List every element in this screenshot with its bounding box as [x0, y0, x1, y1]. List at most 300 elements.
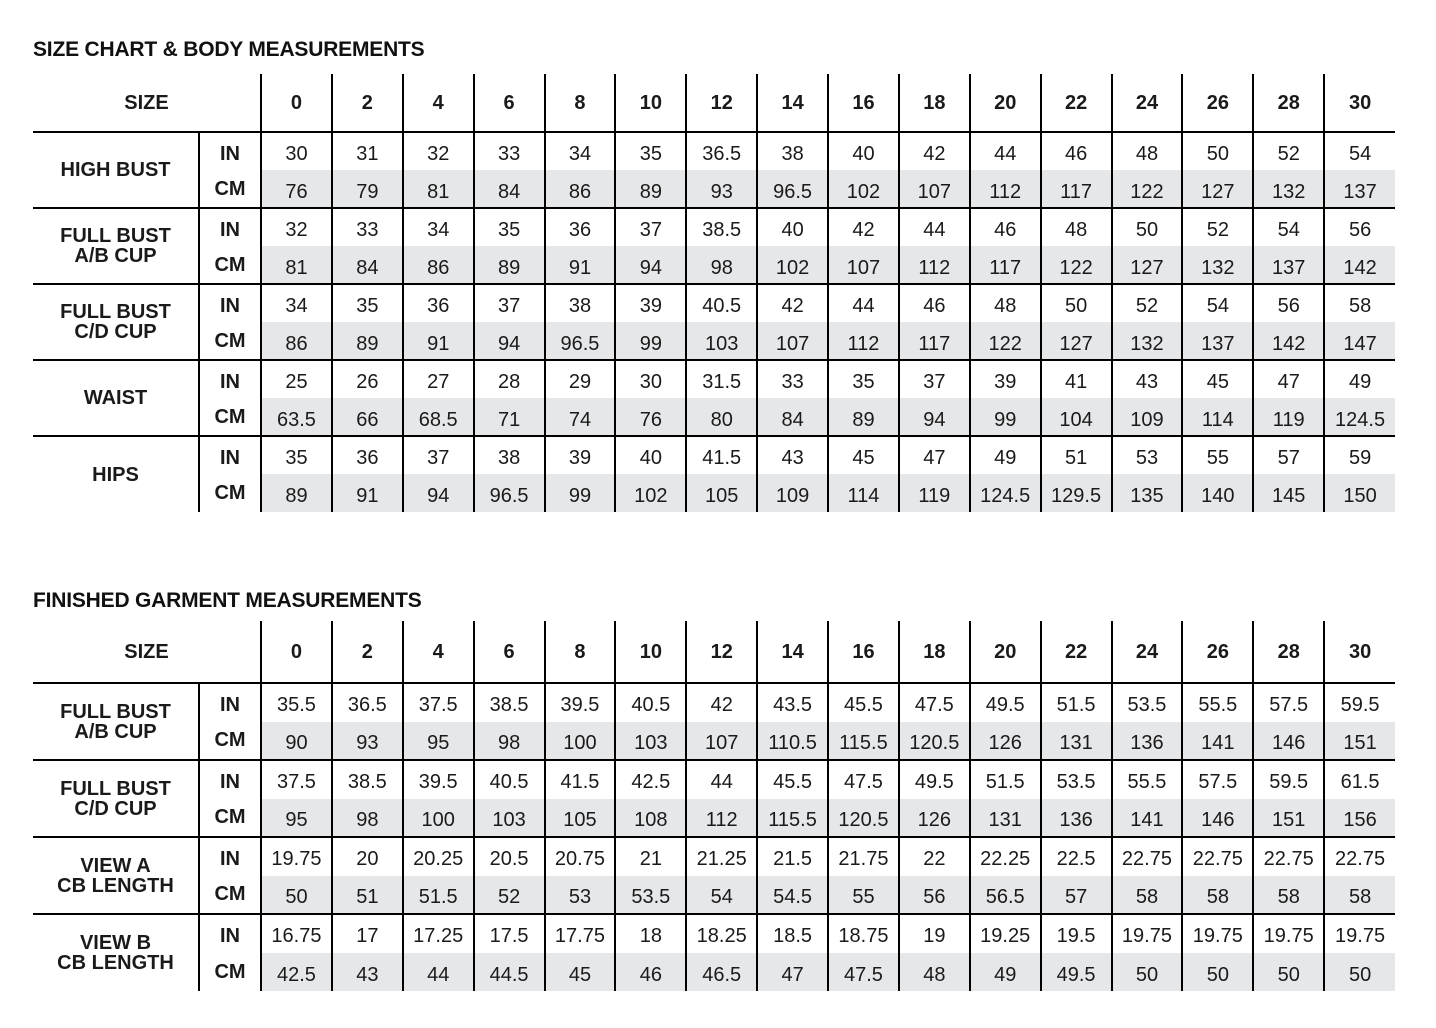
measurement-value: 44	[686, 760, 757, 799]
size-column-label: SIZE	[33, 621, 261, 683]
measurement-value: 112	[686, 799, 757, 838]
measurement-value: 94	[615, 246, 686, 284]
unit-label: CM	[199, 246, 261, 284]
measurement-value: 35	[828, 360, 899, 398]
measurement-value: 91	[545, 246, 616, 284]
measurement-value: 131	[1041, 722, 1112, 761]
measurement-value: 91	[332, 474, 403, 512]
measurement-value: 20	[332, 837, 403, 876]
measurement-value: 84	[332, 246, 403, 284]
measurement-value: 126	[970, 722, 1041, 761]
measurement-value: 140	[1182, 474, 1253, 512]
measurement-value: 39	[545, 436, 616, 474]
measurement-value: 68.5	[403, 398, 474, 436]
measurement-value: 40	[615, 436, 686, 474]
measurement-value: 46	[1041, 132, 1112, 170]
measurement-value: 94	[474, 322, 545, 360]
unit-label: CM	[199, 799, 261, 838]
measurement-value: 51	[332, 876, 403, 915]
measurement-value: 150	[1324, 474, 1395, 512]
measurement-value: 102	[828, 170, 899, 208]
measurement-value: 71	[474, 398, 545, 436]
measurement-value: 80	[686, 398, 757, 436]
measurement-value: 47.5	[828, 760, 899, 799]
measurement-value: 122	[970, 322, 1041, 360]
measurement-value: 50	[1182, 953, 1253, 992]
measurement-value: 46	[615, 953, 686, 992]
measurement-value: 42	[828, 208, 899, 246]
measurement-value: 38	[545, 284, 616, 322]
measurement-row-cm	[33, 953, 1395, 992]
measurement-value: 89	[474, 246, 545, 284]
measurement-value: 50	[1112, 208, 1183, 246]
measurement-row-cm	[33, 799, 1395, 838]
measurement-value: 132	[1182, 246, 1253, 284]
measurement-value: 17	[332, 914, 403, 953]
measurement-value: 18	[615, 914, 686, 953]
measurement-value: 30	[615, 360, 686, 398]
measurement-value: 35	[615, 132, 686, 170]
measurement-value: 81	[261, 246, 332, 284]
measurement-value: 50	[1253, 953, 1324, 992]
measurement-value: 103	[474, 799, 545, 838]
measurement-value: 43.5	[757, 683, 828, 722]
unit-label: IN	[199, 360, 261, 398]
measurement-value: 137	[1182, 322, 1253, 360]
measurement-value: 50	[1324, 953, 1395, 992]
measurement-row-in	[33, 760, 1395, 799]
measurement-value: 37	[403, 436, 474, 474]
measurement-value: 18.25	[686, 914, 757, 953]
measurement-value: 115.5	[757, 799, 828, 838]
measurement-value: 53.5	[1041, 760, 1112, 799]
measurement-value: 49	[970, 953, 1041, 992]
measurement-value: 126	[899, 799, 970, 838]
measurement-value: 39	[970, 360, 1041, 398]
measurement-row-in	[33, 683, 1395, 722]
measurement-value: 98	[474, 722, 545, 761]
size-header-cell: 14	[757, 621, 828, 683]
measurement-value: 94	[403, 474, 474, 512]
measurement-value: 59	[1324, 436, 1395, 474]
measurement-value: 47	[757, 953, 828, 992]
measurement-value: 89	[615, 170, 686, 208]
measurement-value: 151	[1253, 799, 1324, 838]
measurement-value: 117	[899, 322, 970, 360]
measurement-label: FULL BUST C/D CUP	[33, 760, 199, 837]
size-header-cell: 28	[1253, 621, 1324, 683]
measurement-value: 28	[474, 360, 545, 398]
measurement-value: 100	[545, 722, 616, 761]
measurement-value: 32	[403, 132, 474, 170]
measurement-value: 51.5	[1041, 683, 1112, 722]
measurement-value: 56	[1253, 284, 1324, 322]
size-header-cell: 4	[403, 621, 474, 683]
measurement-label: FULL BUST C/D CUP	[33, 284, 199, 360]
size-header-cell: 16	[828, 621, 899, 683]
measurement-value: 21.5	[757, 837, 828, 876]
measurement-value: 74	[545, 398, 616, 436]
unit-label: CM	[199, 953, 261, 992]
measurement-value: 45.5	[757, 760, 828, 799]
measurement-value: 40	[828, 132, 899, 170]
measurement-value: 45	[828, 436, 899, 474]
measurement-value: 86	[545, 170, 616, 208]
measurement-value: 61.5	[1324, 760, 1395, 799]
measurement-label: HIGH BUST	[33, 132, 199, 208]
measurement-value: 99	[970, 398, 1041, 436]
measurement-row-in	[33, 914, 1395, 953]
size-header-cell: 20	[970, 74, 1041, 132]
measurement-value: 103	[615, 722, 686, 761]
measurement-value: 55	[828, 876, 899, 915]
measurement-value: 114	[828, 474, 899, 512]
measurement-value: 119	[899, 474, 970, 512]
measurement-value: 19.75	[1112, 914, 1183, 953]
measurement-value: 55.5	[1112, 760, 1183, 799]
measurement-value: 132	[1253, 170, 1324, 208]
measurement-row-in	[33, 208, 1395, 246]
unit-label: CM	[199, 170, 261, 208]
measurement-value: 105	[545, 799, 616, 838]
measurement-value: 20.5	[474, 837, 545, 876]
measurement-value: 48	[970, 284, 1041, 322]
measurement-value: 33	[474, 132, 545, 170]
measurement-row-cm	[33, 246, 1395, 284]
measurement-value: 51	[1041, 436, 1112, 474]
measurement-value: 41.5	[686, 436, 757, 474]
measurement-value: 142	[1324, 246, 1395, 284]
measurement-value: 38.5	[686, 208, 757, 246]
measurement-value: 127	[1041, 322, 1112, 360]
size-header-cell: 12	[686, 74, 757, 132]
measurement-value: 96.5	[757, 170, 828, 208]
measurement-row-in	[33, 837, 1395, 876]
unit-label: CM	[199, 474, 261, 512]
measurement-value: 135	[1112, 474, 1183, 512]
measurement-value: 122	[1112, 170, 1183, 208]
measurement-value: 42.5	[261, 953, 332, 992]
measurement-value: 93	[686, 170, 757, 208]
measurement-value: 124.5	[970, 474, 1041, 512]
measurement-value: 51.5	[970, 760, 1041, 799]
measurement-value: 22.75	[1182, 837, 1253, 876]
measurement-value: 25	[261, 360, 332, 398]
measurement-value: 42	[686, 683, 757, 722]
measurement-value: 53.5	[1112, 683, 1183, 722]
measurement-value: 151	[1324, 722, 1395, 761]
measurement-value: 40	[757, 208, 828, 246]
measurement-value: 19.5	[1041, 914, 1112, 953]
measurement-value: 38.5	[474, 683, 545, 722]
measurement-value: 112	[899, 246, 970, 284]
measurement-value: 19.25	[970, 914, 1041, 953]
size-header-row	[33, 621, 1395, 683]
measurement-value: 42	[757, 284, 828, 322]
measurement-value: 34	[403, 208, 474, 246]
measurement-value: 53	[545, 876, 616, 915]
measurement-value: 137	[1324, 170, 1395, 208]
measurement-value: 48	[1041, 208, 1112, 246]
measurement-value: 59.5	[1324, 683, 1395, 722]
measurement-value: 107	[686, 722, 757, 761]
size-header-cell: 0	[261, 621, 332, 683]
measurement-value: 53	[1112, 436, 1183, 474]
measurement-value: 19.75	[1253, 914, 1324, 953]
measurement-value: 76	[615, 398, 686, 436]
measurement-value: 46.5	[686, 953, 757, 992]
measurement-value: 136	[1041, 799, 1112, 838]
measurement-value: 63.5	[261, 398, 332, 436]
measurement-value: 19.75	[1324, 914, 1395, 953]
measurement-value: 43	[1112, 360, 1183, 398]
measurement-value: 39.5	[403, 760, 474, 799]
measurement-row-cm	[33, 876, 1395, 915]
measurement-value: 19.75	[1182, 914, 1253, 953]
size-header-cell: 22	[1041, 621, 1112, 683]
measurement-value: 36	[332, 436, 403, 474]
size-header-cell: 10	[615, 621, 686, 683]
measurement-value: 39	[615, 284, 686, 322]
size-header-cell: 0	[261, 74, 332, 132]
measurement-value: 21.75	[828, 837, 899, 876]
measurement-value: 99	[545, 474, 616, 512]
measurement-value: 98	[332, 799, 403, 838]
measurement-value: 96.5	[545, 322, 616, 360]
measurement-value: 58	[1253, 876, 1324, 915]
size-header-cell: 8	[545, 74, 616, 132]
size-header-cell: 24	[1112, 621, 1183, 683]
measurement-value: 46	[970, 208, 1041, 246]
size-header-cell: 20	[970, 621, 1041, 683]
measurement-value: 48	[1112, 132, 1183, 170]
measurement-label: FULL BUST A/B CUP	[33, 683, 199, 760]
measurement-value: 79	[332, 170, 403, 208]
measurement-value: 58	[1182, 876, 1253, 915]
unit-label: CM	[199, 398, 261, 436]
measurement-value: 112	[828, 322, 899, 360]
measurement-row-cm	[33, 474, 1395, 512]
size-header-cell: 28	[1253, 74, 1324, 132]
measurement-value: 95	[403, 722, 474, 761]
measurement-value: 147	[1324, 322, 1395, 360]
measurement-value: 124.5	[1324, 398, 1395, 436]
measurement-value: 21.25	[686, 837, 757, 876]
unit-label: CM	[199, 876, 261, 915]
measurement-value: 49	[970, 436, 1041, 474]
measurement-value: 108	[615, 799, 686, 838]
measurement-value: 22.75	[1324, 837, 1395, 876]
measurement-value: 56.5	[970, 876, 1041, 915]
measurement-row-cm	[33, 322, 1395, 360]
measurement-value: 107	[899, 170, 970, 208]
measurement-value: 50	[1112, 953, 1183, 992]
measurement-value: 36	[403, 284, 474, 322]
measurement-value: 36.5	[686, 132, 757, 170]
measurement-value: 48	[899, 953, 970, 992]
size-header-cell: 8	[545, 621, 616, 683]
measurement-value: 35	[332, 284, 403, 322]
measurement-value: 141	[1182, 722, 1253, 761]
size-header-cell: 12	[686, 621, 757, 683]
unit-label: IN	[199, 837, 261, 876]
measurement-value: 33	[332, 208, 403, 246]
unit-label: CM	[199, 722, 261, 761]
measurement-value: 20.25	[403, 837, 474, 876]
measurement-label: VIEW B CB LENGTH	[57, 932, 174, 974]
measurement-value: 94	[899, 398, 970, 436]
measurement-value: 57.5	[1253, 683, 1324, 722]
measurement-value: 56	[1324, 208, 1395, 246]
size-header-cell: 26	[1182, 74, 1253, 132]
measurement-value: 18.75	[828, 914, 899, 953]
measurement-value: 27	[403, 360, 474, 398]
measurement-value: 35	[261, 436, 332, 474]
measurement-value: 81	[403, 170, 474, 208]
measurement-value: 38	[474, 436, 545, 474]
measurement-value: 117	[1041, 170, 1112, 208]
measurement-value: 114	[1182, 398, 1253, 436]
size-header-cell: 24	[1112, 74, 1183, 132]
measurement-value: 54	[1182, 284, 1253, 322]
measurement-value: 141	[1112, 799, 1183, 838]
measurement-value: 42.5	[615, 760, 686, 799]
measurement-value: 40.5	[615, 683, 686, 722]
measurement-value: 107	[828, 246, 899, 284]
measurement-value: 86	[261, 322, 332, 360]
size-header-cell: 16	[828, 74, 899, 132]
measurement-value: 52	[1112, 284, 1183, 322]
measurement-value: 38.5	[332, 760, 403, 799]
measurement-value: 35	[474, 208, 545, 246]
measurement-value: 57	[1041, 876, 1112, 915]
measurement-value: 34	[261, 284, 332, 322]
measurement-value: 102	[615, 474, 686, 512]
measurement-value: 51.5	[403, 876, 474, 915]
measurement-value: 76	[261, 170, 332, 208]
measurement-value: 127	[1182, 170, 1253, 208]
measurement-value: 59.5	[1253, 760, 1324, 799]
measurement-value: 86	[403, 246, 474, 284]
measurement-value: 22.5	[1041, 837, 1112, 876]
measurement-value: 55	[1182, 436, 1253, 474]
measurement-value: 32	[261, 208, 332, 246]
measurement-value: 84	[474, 170, 545, 208]
measurement-value: 20.75	[545, 837, 616, 876]
measurement-value: 29	[545, 360, 616, 398]
measurement-row-in	[33, 284, 1395, 322]
measurement-value: 46	[899, 284, 970, 322]
measurement-value: 44	[828, 284, 899, 322]
measurement-value: 109	[757, 474, 828, 512]
measurement-value: 120.5	[899, 722, 970, 761]
measurement-value: 98	[686, 246, 757, 284]
measurement-value: 96.5	[474, 474, 545, 512]
measurement-value: 55.5	[1182, 683, 1253, 722]
measurement-value: 44	[970, 132, 1041, 170]
measurement-value: 47	[899, 436, 970, 474]
measurement-value: 89	[261, 474, 332, 512]
measurement-value: 36	[545, 208, 616, 246]
measurement-value: 49	[1324, 360, 1395, 398]
measurement-value: 131	[970, 799, 1041, 838]
measurement-value: 127	[1112, 246, 1183, 284]
unit-label: CM	[199, 322, 261, 360]
measurement-value: 45	[1182, 360, 1253, 398]
measurement-value: 137	[1253, 246, 1324, 284]
size-header-cell: 2	[332, 621, 403, 683]
measurement-value: 102	[757, 246, 828, 284]
measurement-value: 117	[970, 246, 1041, 284]
measurement-value: 44.5	[474, 953, 545, 992]
measurement-value: 57.5	[1182, 760, 1253, 799]
measurement-row-cm	[33, 170, 1395, 208]
measurement-value: 49.5	[1041, 953, 1112, 992]
measurement-value: 110.5	[757, 722, 828, 761]
measurement-value: 50	[261, 876, 332, 915]
size-header-cell: 18	[899, 621, 970, 683]
size-header-cell: 6	[474, 74, 545, 132]
unit-label: IN	[199, 683, 261, 722]
measurement-value: 103	[686, 322, 757, 360]
measurement-value: 22.75	[1253, 837, 1324, 876]
measurement-value: 45.5	[828, 683, 899, 722]
measurement-value: 16.75	[261, 914, 332, 953]
garment-measurements-title: FINISHED GARMENT MEASUREMENTS	[33, 589, 422, 612]
measurement-value: 38	[757, 132, 828, 170]
measurement-value: 104	[1041, 398, 1112, 436]
measurement-value: 105	[686, 474, 757, 512]
measurement-value: 21	[615, 837, 686, 876]
measurement-value: 44	[403, 953, 474, 992]
measurement-value: 146	[1182, 799, 1253, 838]
measurement-value: 84	[757, 398, 828, 436]
body-measurements-title: SIZE CHART & BODY MEASUREMENTS	[33, 38, 425, 61]
size-header-cell: 14	[757, 74, 828, 132]
measurement-label: FULL BUST A/B CUP	[33, 208, 199, 284]
measurement-value: 120.5	[828, 799, 899, 838]
size-header-cell: 22	[1041, 74, 1112, 132]
size-header-cell: 6	[474, 621, 545, 683]
measurement-label: VIEW A CB LENGTH	[33, 837, 199, 914]
measurement-value: 107	[757, 322, 828, 360]
measurement-value: 109	[1112, 398, 1183, 436]
measurement-value: 41	[1041, 360, 1112, 398]
measurement-value: 52	[1253, 132, 1324, 170]
measurement-value: 52	[474, 876, 545, 915]
measurement-value: 54	[686, 876, 757, 915]
measurement-value: 129.5	[1041, 474, 1112, 512]
measurement-label: HIPS	[92, 463, 139, 486]
measurement-value: 95	[261, 799, 332, 838]
measurement-value: 47.5	[899, 683, 970, 722]
measurement-value: 22.25	[970, 837, 1041, 876]
size-header-row	[33, 74, 1395, 132]
measurement-value: 52	[1182, 208, 1253, 246]
measurement-value: 33	[757, 360, 828, 398]
measurement-value: 17.25	[403, 914, 474, 953]
measurement-value: 37	[615, 208, 686, 246]
garment-measurements-table	[33, 621, 1395, 991]
measurement-value: 45	[545, 953, 616, 992]
measurement-value: 31	[332, 132, 403, 170]
measurement-value: 136	[1112, 722, 1183, 761]
measurement-row-cm	[33, 722, 1395, 761]
unit-label: IN	[199, 284, 261, 322]
unit-label: IN	[199, 132, 261, 170]
unit-label: IN	[199, 436, 261, 474]
measurement-value: 37	[899, 360, 970, 398]
